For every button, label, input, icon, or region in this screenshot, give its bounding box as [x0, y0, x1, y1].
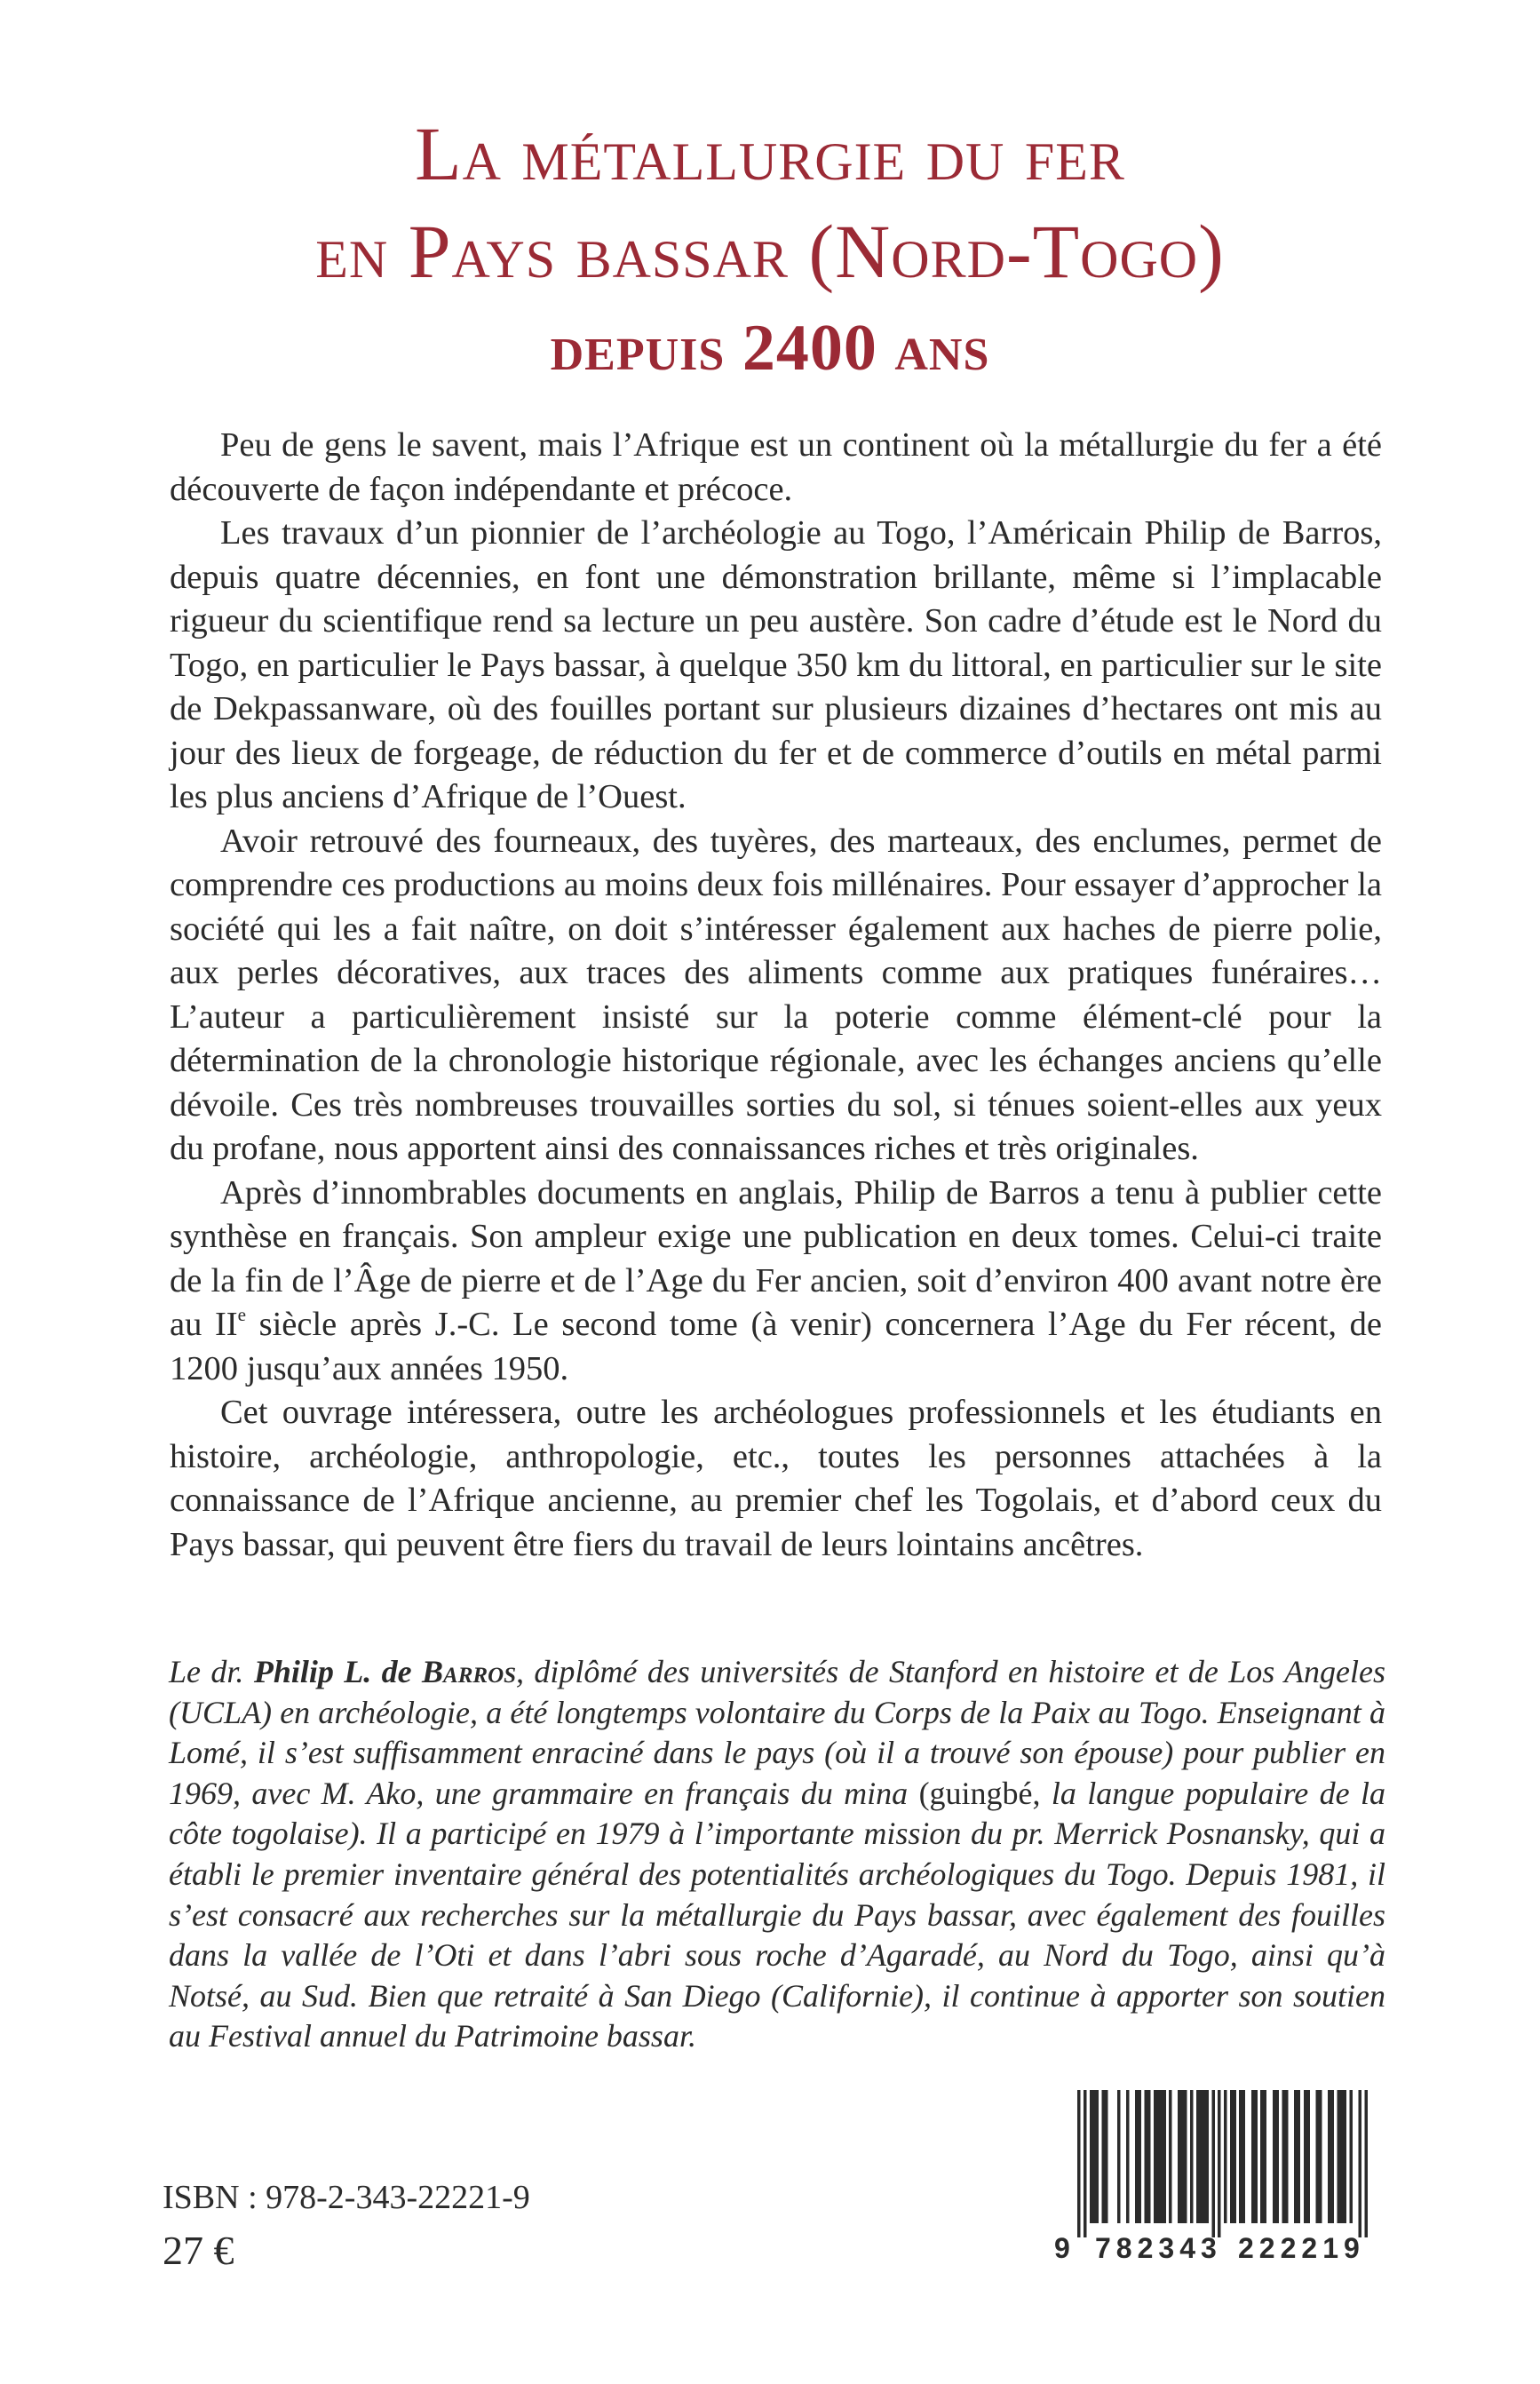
- title-line-1: La métallurgie du fer: [415, 111, 1125, 196]
- author-bio: [169, 1652, 1385, 2057]
- bio-text-1: , diplômé des universités de Stanford en histoire et de Los Angeles (UCLA) en archéologie, a été longtemps volontaire du Corps de la Paix au Togo. Enseignant à Lomé, il s’est suffisamment enraciné dans le pays (où il a trouvé son épouse) pour publier en 1969, avec M. Ako, une grammaire en français du mina: [169, 1654, 1385, 1811]
- century-superscript: e: [237, 1304, 246, 1326]
- barcode-group-2: 222219: [1238, 2232, 1365, 2264]
- author-name: Philip L. de: [253, 1654, 423, 1689]
- barcode-digits: [1035, 2232, 1381, 2264]
- author-bio-paragraph: [169, 1652, 1385, 2057]
- blurb-paragraph-5: Cet ouvrage intéressera, outre les archéologues professionnels et les étudiants en histoire, archéologie, anthropologie, etc., toutes les personnes attachées à la connaissance de l’Afrique ancienne, au premier chef les Togolais, et d’abord ceux du Pays bassar, qui peuvent être fiers du travail de leurs lointains ancêtres.: [170, 1394, 1382, 1563]
- blurb-paragraph-1: Peu de gens le savent, mais l’Afrique est un continent où la métallurgie du fer a été découverte de façon indépendante et précoce.: [170, 426, 1382, 508]
- bio-text-2: la langue populaire de la côte togolaise). Il a participé en 1979 à l’importante mission du pr. Merrick Posnansky, qui a établi le premier inventaire général des potentialités archéologiques du Togo. Depuis 1981, il s’est consacré aux recherches sur la métallurgie du Pays bassar, avec également des fouilles dans la vallée de l’Oti et dans l’abri sous roche d’Agaradé, au Nord du Togo, ainsi qu’à Notsé, au Sud. Bien que retraité à San Diego (Californie), il continue à apporter son soutien au Festival annuel du Patrimoine bassar.: [169, 1775, 1385, 2054]
- title-line-2: en Pays bassar (Nord-Togo): [315, 209, 1225, 294]
- blurb-paragraph-3: Avoir retrouvé des fourneaux, des tuyères, des marteaux, des enclumes, permet de comprendre ces productions au moins deux fois millénaires. Pour essayer d’approcher la société qui les a fait naître, on doit s’intéresser également aux haches de pierre polie, aux perles décoratives, aux traces des aliments comme aux pratiques funéraires… L’auteur a particulièrement insisté sur la poterie comme élément-clé pour la détermination de la chronologie historique régionale, avec les échanges anciens qu’elle dévoile. Ces très nombreuses trouvailles sorties du sol, si ténues soient-elles aux yeux du profane, nous apportent ainsi des connaissances riches et très originales.: [170, 822, 1382, 1167]
- paragraph-4-text-before: Après d’innombrables documents en anglais, Philip de Barros a tenu à publier cette synthèse en français. Son ampleur exige une publication en deux tomes. Celui-ci traite de la fin de l’Âge de pierre et de l’Age du Fer ancien, soit d’environ 400 avant notre ère au II: [170, 1173, 1382, 1343]
- price-label: 27 €: [163, 2228, 234, 2273]
- book-title: [0, 105, 1540, 394]
- author-surname: Barros: [422, 1654, 517, 1689]
- title-line-3: depuis 2400 ans: [550, 312, 990, 385]
- paragraph-4-text-after: siècle après J.-C. Le second tome (à venir) concernera l’Age du Fer récent, de 1200 jusqu’aux années 1950.: [170, 1306, 1382, 1387]
- barcode-lead-digit: 9: [1054, 2232, 1070, 2264]
- ean13-barcode-icon: [1077, 2090, 1370, 2237]
- blurb-paragraph-2: Les travaux d’un pionnier de l’archéologie au Togo, l’Américain Philip de Barros, depuis quatre décennies, en font une démonstration brillante, même si l’implacable rigueur du scientifique rend sa lecture un peu austère. Son cadre d’étude est le Nord du Togo, en particulier le Pays bassar, à quelque 350 km du littoral, en particulier sur le site de Dekpassanware, où des fouilles portant sur plusieurs dizaines d’hectares ont mis au jour des lieux de forgeage, de réduction du fer et de commerce d’outils en métal parmi les plus anciens d’Afrique de l’Ouest.: [170, 514, 1382, 815]
- blurb: [170, 424, 1382, 1567]
- isbn-label: ISBN : 978-2-343-22221-9: [163, 2179, 530, 2216]
- bio-prefix: Le dr.: [169, 1654, 254, 1689]
- bio-upright-term: (guingbé,: [918, 1775, 1041, 1811]
- barcode-group-1: 782343: [1095, 2232, 1222, 2264]
- barcode: [1035, 2083, 1381, 2278]
- blurb-paragraph-4: [170, 1172, 1382, 1392]
